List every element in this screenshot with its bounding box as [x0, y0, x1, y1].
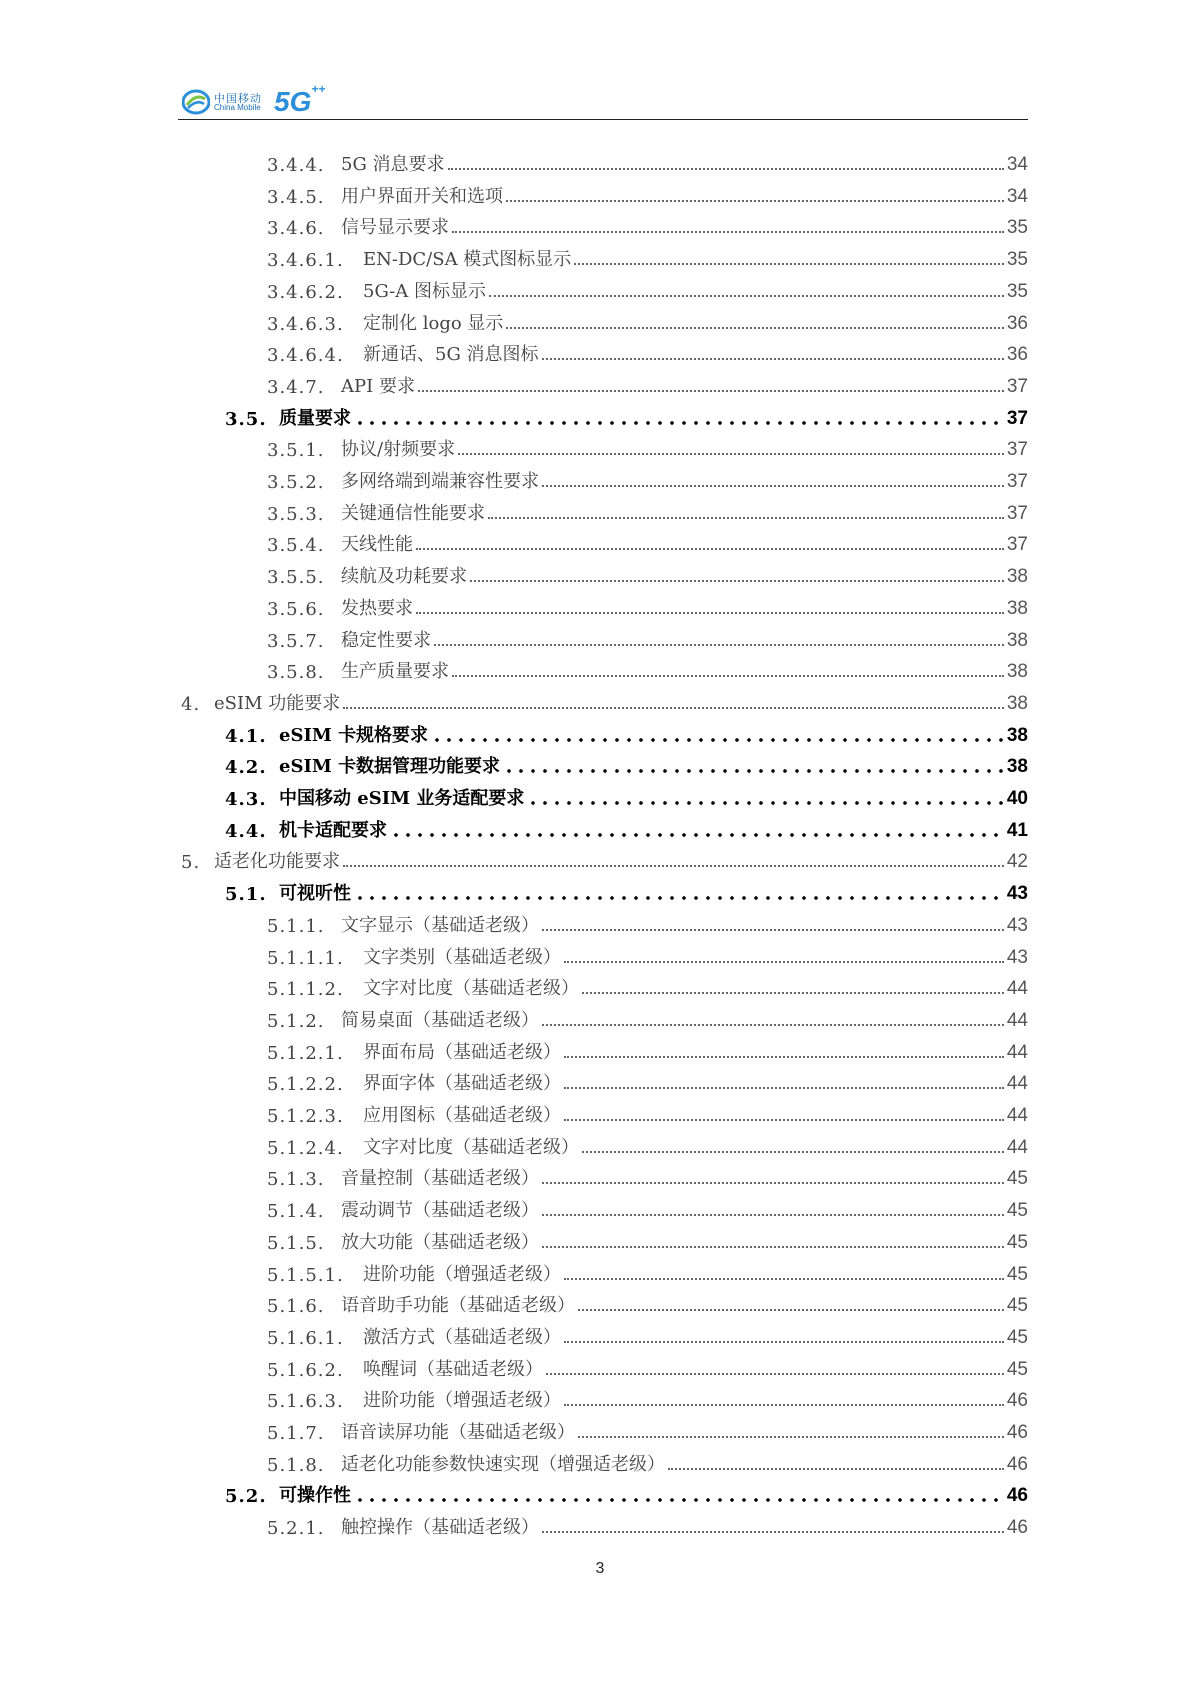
- toc-entry-page: 44: [1006, 1009, 1028, 1031]
- toc-entry[interactable]: [267, 1446, 1028, 1476]
- toc-entry-number: 5.1.6.2.: [267, 1359, 344, 1381]
- toc-entry[interactable]: [267, 431, 1028, 461]
- toc-entry[interactable]: [267, 1160, 1028, 1190]
- toc-entry-number: 3.4.7.: [267, 376, 325, 398]
- toc-entry-title: 稳定性要求: [341, 629, 431, 651]
- toc-entry-title: 新通话、5G 消息图标: [363, 344, 539, 366]
- toc-entry-page: 38: [1006, 566, 1028, 588]
- china-mobile-logo: [182, 82, 326, 118]
- toc-entry-title: 信号显示要求: [341, 217, 449, 239]
- toc-entry-page: 45: [1006, 1200, 1028, 1222]
- toc-entry-number: 4.4.: [225, 820, 267, 842]
- toc-leader-dots: [542, 1024, 1004, 1026]
- toc-entry[interactable]: [267, 463, 1028, 493]
- toc-entry-title: 适老化功能要求: [214, 851, 340, 873]
- toc-entry[interactable]: [225, 780, 1028, 810]
- toc-entry[interactable]: [267, 1382, 1028, 1412]
- header-divider: [178, 119, 1028, 120]
- toc-entry-page: 44: [1006, 1105, 1028, 1126]
- toc-entry[interactable]: [267, 336, 1028, 366]
- toc-entry-number: 3.5.5.: [267, 567, 325, 589]
- toc-leader-dots: [564, 961, 1004, 963]
- toc-entry-title: 语音助手功能（基础适老级）: [341, 1295, 575, 1317]
- toc-leader-dots: [354, 1498, 1004, 1502]
- toc-entry[interactable]: [267, 1065, 1028, 1095]
- toc-entry-title: 5G 消息要求: [341, 154, 445, 175]
- toc-leader-dots: [503, 769, 1004, 773]
- toc-leader-dots: [582, 1151, 1004, 1153]
- toc-leader-dots: [458, 453, 1004, 455]
- toc-entry[interactable]: [267, 1319, 1028, 1349]
- toc-entry[interactable]: [267, 907, 1028, 937]
- toc-entry[interactable]: [225, 400, 1028, 430]
- toc-leader-dots: [354, 896, 1004, 900]
- toc-entry-page: 34: [1006, 154, 1028, 175]
- toc-entry-number: 4.3.: [225, 789, 267, 810]
- toc-entry-page: 37: [1006, 439, 1028, 461]
- toc-entry-page: 38: [1006, 724, 1028, 746]
- toc-entry[interactable]: [267, 558, 1028, 588]
- toc-entry-title: 关键通信性能要求: [341, 502, 485, 524]
- toc-entry-title: 应用图标（基础适老级）: [363, 1105, 561, 1126]
- toc-entry-page: 38: [1006, 661, 1028, 683]
- toc-leader-dots: [416, 612, 1004, 614]
- toc-entry-title: 可操作性: [279, 1485, 351, 1507]
- toc-entry-number: 3.4.6.: [267, 218, 325, 240]
- toc-leader-dots: [542, 1182, 1004, 1184]
- toc-leader-dots: [418, 390, 1004, 392]
- toc-entry-number: 3.5.8.: [267, 662, 325, 684]
- toc-entry-page: 37: [1006, 502, 1028, 524]
- toc-entry-number: 5.1.7.: [267, 1423, 325, 1444]
- toc-entry[interactable]: [267, 178, 1028, 208]
- toc-entry-page: 42: [1006, 851, 1028, 873]
- toc-entry-number: 4.2.: [225, 757, 267, 779]
- toc-entry-title: 文字对比度（基础适老级）: [363, 978, 579, 1000]
- toc-leader-dots: [542, 1531, 1004, 1533]
- toc-entry-title: 文字显示（基础适老级）: [341, 914, 539, 936]
- toc-entry-number: 5.1.6.3.: [267, 1391, 344, 1413]
- toc-entry-title: 用户界面开关和选项: [341, 185, 503, 207]
- toc-entry-page: 38: [1006, 756, 1028, 778]
- toc-entry-number: 3.5.2.: [267, 472, 325, 493]
- toc-entry[interactable]: [267, 590, 1028, 620]
- toc-entry-number: 5.1.1.2.: [267, 979, 344, 1001]
- toc-entry[interactable]: [267, 1034, 1028, 1064]
- toc-entry[interactable]: [181, 685, 1028, 715]
- toc-leader-dots: [448, 168, 1004, 170]
- toc-leader-dots: [542, 358, 1004, 360]
- toc-entry-page: 43: [1006, 946, 1028, 968]
- toc-entry[interactable]: [267, 241, 1028, 271]
- toc-entry-title: 进阶功能（增强适老级）: [363, 1263, 561, 1285]
- toc-entry-page: 41: [1006, 819, 1028, 841]
- toc-entry-title: 语音读屏功能（基础适老级）: [341, 1422, 575, 1443]
- toc-entry-page: 44: [1006, 1041, 1028, 1063]
- toc-leader-dots: [434, 644, 1004, 646]
- toc-entry-number: 5.1.5.: [267, 1232, 325, 1254]
- toc-entry-page: 38: [1006, 597, 1028, 619]
- toc-entry-title: EN-DC/SA 模式图标显示: [363, 249, 572, 271]
- toc-entry-number: 5.1.5.1.: [267, 1264, 344, 1286]
- toc-leader-dots: [527, 801, 1004, 805]
- toc-entry[interactable]: [267, 1351, 1028, 1381]
- toc-entry-number: 5.1.6.: [267, 1296, 325, 1318]
- toc-entry-title: 激活方式（基础适老级）: [363, 1326, 561, 1348]
- toc-entry[interactable]: [267, 1192, 1028, 1222]
- toc-entry-title: 音量控制（基础适老级）: [341, 1168, 539, 1190]
- toc-entry-title: 震动调节（基础适老级）: [341, 1200, 539, 1222]
- toc-entry-page: 44: [1006, 978, 1028, 1000]
- toc-entry-page: 37: [1006, 534, 1028, 556]
- toc-entry[interactable]: [267, 1256, 1028, 1286]
- toc-leader-dots: [343, 707, 1004, 709]
- toc-entry[interactable]: [267, 495, 1028, 525]
- toc-entry-number: 5.1.2.1.: [267, 1042, 344, 1064]
- toc-entry-number: 5.1.: [225, 884, 267, 906]
- toc-entry-number: 3.4.6.2.: [267, 281, 344, 303]
- toc-entry-number: 3.4.6.1.: [267, 250, 344, 272]
- toc-entry-title: 触控操作（基础适老级）: [341, 1517, 539, 1539]
- toc-entry[interactable]: [267, 1129, 1028, 1159]
- toc-entry[interactable]: [267, 939, 1028, 969]
- toc-entry[interactable]: [267, 1287, 1028, 1317]
- logo-5g-plus: ++: [311, 82, 326, 96]
- toc-leader-dots: [668, 1468, 1004, 1470]
- toc-entry-number: 5.1.3.: [267, 1169, 325, 1191]
- toc-entry-title: 5G-A 图标显示: [363, 280, 486, 302]
- toc-entry-title: 中国移动 eSIM 业务适配要求: [279, 788, 525, 809]
- logo-5g: [274, 82, 326, 118]
- page-number: 3: [595, 1560, 605, 1577]
- page-header: [178, 80, 1028, 120]
- toc-leader-dots: [542, 1246, 1004, 1248]
- toc-leader-dots: [564, 1341, 1004, 1343]
- toc-entry-number: 5.1.2.: [267, 1010, 325, 1032]
- toc-leader-dots: [578, 1309, 1004, 1311]
- toc-leader-dots: [452, 231, 1004, 233]
- toc-entry[interactable]: [267, 209, 1028, 239]
- toc-leader-dots: [542, 929, 1004, 931]
- toc-entry-number: 5.1.1.1.: [267, 947, 344, 969]
- toc-entry[interactable]: [225, 812, 1028, 842]
- toc-entry-title: 天线性能: [341, 534, 413, 556]
- toc-leader-dots: [506, 327, 1003, 329]
- toc-entry-number: 3.4.6.3.: [267, 313, 344, 335]
- toc-leader-dots: [489, 295, 1004, 297]
- toc-entry-number: 5.1.8.: [267, 1454, 325, 1476]
- toc-leader-dots: [574, 263, 1004, 265]
- toc-entry-page: 40: [1006, 788, 1028, 809]
- toc-entry-number: 4.: [181, 693, 201, 715]
- logo-cn-text: 中国移动: [214, 91, 262, 105]
- toc-leader-dots: [470, 580, 1004, 582]
- toc-entry-title: 唤醒词（基础适老级）: [363, 1358, 543, 1380]
- toc-entry-number: 3.5.7.: [267, 630, 325, 652]
- toc-entry-number: 3.5.3.: [267, 503, 325, 525]
- toc-leader-dots: [564, 1119, 1004, 1121]
- toc-leader-dots: [431, 738, 1004, 742]
- toc-entry-page: 45: [1006, 1168, 1028, 1190]
- toc-leader-dots: [564, 1404, 1004, 1406]
- toc-entry[interactable]: [267, 970, 1028, 1000]
- toc-entry-page: 35: [1006, 249, 1028, 271]
- toc-entry[interactable]: [267, 653, 1028, 683]
- toc-leader-dots: [488, 517, 1004, 519]
- toc-entry[interactable]: [267, 1509, 1028, 1539]
- toc-leader-dots: [564, 1056, 1004, 1058]
- toc-entry-title: 界面布局（基础适老级）: [363, 1041, 561, 1063]
- toc-leader-dots: [354, 421, 1004, 425]
- toc-entry-page: 45: [1006, 1263, 1028, 1285]
- toc-entry[interactable]: [267, 1002, 1028, 1032]
- toc-entry-title: eSIM 卡规格要求: [279, 724, 429, 746]
- toc-leader-dots: [542, 485, 1004, 487]
- toc-entry-number: 5.1.1.: [267, 915, 325, 937]
- toc-entry-number: 3.5.6.: [267, 598, 325, 620]
- toc-entry-page: 38: [1006, 692, 1028, 714]
- toc-entry-number: 5.1.6.1.: [267, 1327, 344, 1349]
- toc-entry-title: 生产质量要求: [341, 661, 449, 683]
- toc-entry-title: 定制化 logo 显示: [363, 312, 504, 334]
- toc-leader-dots: [582, 992, 1004, 994]
- toc-entry-page: 36: [1006, 344, 1028, 366]
- toc-entry-page: 45: [1006, 1231, 1028, 1253]
- toc-entry-page: 43: [1006, 883, 1028, 905]
- toc-entry[interactable]: [267, 146, 1028, 176]
- toc-entry[interactable]: [267, 305, 1028, 335]
- toc-entry-title: 机卡适配要求: [279, 819, 387, 841]
- logo-en-text: China Mobile: [214, 102, 261, 112]
- toc-leader-dots: [542, 1214, 1004, 1216]
- toc-entry-title: 质量要求: [279, 407, 351, 429]
- toc-entry-title: 文字类别（基础适老级）: [363, 946, 561, 968]
- toc-entry-number: 3.5.1.: [267, 440, 325, 462]
- toc-entry[interactable]: [267, 273, 1028, 303]
- toc-entry-page: 35: [1006, 217, 1028, 239]
- toc-entry-number: 5.1.2.4.: [267, 1137, 344, 1159]
- toc-entry[interactable]: [181, 843, 1028, 873]
- toc-entry-number: 3.5.: [225, 408, 267, 430]
- toc-entry-page: 35: [1006, 280, 1028, 302]
- toc-entry-page: 34: [1006, 185, 1028, 207]
- toc-entry-title: 界面字体（基础适老级）: [363, 1073, 561, 1095]
- toc-entry-page: 37: [1006, 407, 1028, 429]
- toc-entry-number: 3.5.4.: [267, 535, 325, 557]
- toc-entry-page: 46: [1006, 1422, 1028, 1443]
- toc-leader-dots: [546, 1373, 1004, 1375]
- toc-entry-page: 46: [1006, 1390, 1028, 1412]
- toc-entry-title: 适老化功能参数快速实现（增强适老级）: [341, 1453, 665, 1475]
- toc-leader-dots: [390, 833, 1004, 837]
- toc-entry[interactable]: [267, 368, 1028, 398]
- toc-entry-number: 4.1.: [225, 725, 267, 747]
- toc-leader-dots: [564, 1278, 1004, 1280]
- toc-leader-dots: [578, 1436, 1004, 1438]
- toc-entry-page: 46: [1006, 1517, 1028, 1539]
- toc-entry-number: 3.4.5.: [267, 186, 325, 208]
- toc-entry[interactable]: [267, 526, 1028, 556]
- toc-entry-page: 36: [1006, 312, 1028, 334]
- toc-leader-dots: [564, 1087, 1004, 1089]
- toc-entry-number: 3.4.4.: [267, 155, 325, 176]
- toc-entry-page: 44: [1006, 1073, 1028, 1095]
- toc-leader-dots: [506, 200, 1004, 202]
- toc-entry-title: API 要求: [341, 375, 415, 397]
- toc-entry-number: 5.1.2.3.: [267, 1106, 344, 1127]
- toc-leader-dots: [343, 865, 1004, 867]
- toc-entry[interactable]: [267, 1224, 1028, 1254]
- toc-entry-page: 37: [1006, 471, 1028, 492]
- toc-entry-title: eSIM 卡数据管理功能要求: [279, 756, 501, 778]
- toc-leader-dots: [452, 675, 1004, 677]
- toc-entry-page: 44: [1006, 1136, 1028, 1158]
- toc-entry-title: 放大功能（基础适老级）: [341, 1231, 539, 1253]
- toc-entry[interactable]: [267, 1097, 1028, 1127]
- toc-entry-title: 进阶功能（增强适老级）: [363, 1390, 561, 1412]
- toc-entry-number: 5.2.: [225, 1486, 267, 1508]
- toc-entry-number: 5.1.2.2.: [267, 1074, 344, 1096]
- toc-entry-number: 5.: [181, 852, 201, 874]
- toc-entry-number: 5.2.1.: [267, 1518, 325, 1540]
- toc-entry-page: 45: [1006, 1326, 1028, 1348]
- toc-entry-title: 发热要求: [341, 597, 413, 619]
- china-mobile-swirl-icon: [182, 89, 210, 115]
- toc-entry-title: eSIM 功能要求: [214, 692, 341, 714]
- toc-entry-page: 37: [1006, 375, 1028, 397]
- toc-entry[interactable]: [225, 875, 1028, 905]
- toc-entry[interactable]: [267, 1414, 1028, 1444]
- toc-entry[interactable]: [225, 1477, 1028, 1507]
- toc-entry-page: 38: [1006, 629, 1028, 651]
- toc-entry-number: 5.1.4.: [267, 1201, 325, 1223]
- toc-entry[interactable]: [267, 622, 1028, 652]
- toc-entry-page: 45: [1006, 1295, 1028, 1317]
- toc-entry-number: 3.4.6.4.: [267, 345, 344, 367]
- toc-leader-dots: [416, 548, 1004, 550]
- toc-entry-title: 多网络端到端兼容性要求: [341, 471, 539, 492]
- toc-entry-title: 简易桌面（基础适老级）: [341, 1009, 539, 1031]
- toc-entry[interactable]: [225, 748, 1028, 778]
- toc-entry[interactable]: [225, 717, 1028, 747]
- toc-entry-page: 46: [1006, 1485, 1028, 1507]
- toc-entry-page: 43: [1006, 914, 1028, 936]
- toc-entry-title: 文字对比度（基础适老级）: [363, 1136, 579, 1158]
- toc-entry-title: 协议/射频要求: [341, 439, 456, 461]
- toc-entry-page: 46: [1006, 1453, 1028, 1475]
- toc-entry-title: 可视听性: [279, 883, 351, 905]
- toc-entry-title: 续航及功耗要求: [341, 566, 467, 588]
- logo-5g-text: 5G: [274, 86, 312, 117]
- toc-entry-page: 45: [1006, 1358, 1028, 1380]
